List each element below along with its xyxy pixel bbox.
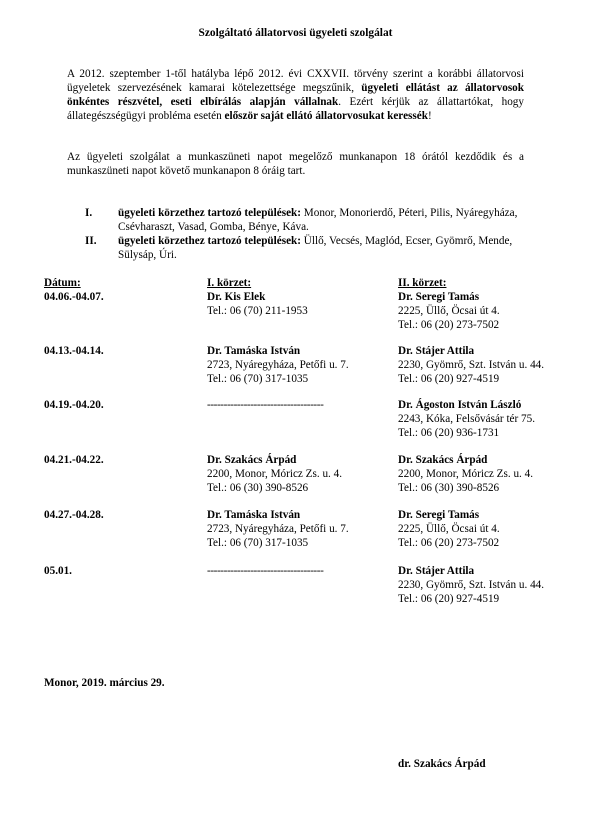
intro-text-2: . Ezért kérjük az állattartókat, hogy állategészségügyi probléma esetén: [67, 96, 524, 122]
district-list: [85, 206, 535, 262]
district-2-vet: [398, 453, 533, 495]
vet-address: 2230, Gyömrő, Szt. István u. 44.: [398, 579, 545, 591]
vet-phone: Tel.: 06 (30) 390-8526: [207, 482, 309, 494]
vet-address: 2243, Kóka, Felsővásár tér 75.: [398, 413, 536, 425]
district-number: II.: [85, 235, 97, 247]
district-1-vet: [207, 508, 349, 550]
district-1-vet: [207, 453, 342, 495]
district-1-vet: [207, 564, 323, 578]
intro-paragraph: [67, 67, 524, 123]
intro-bold-1: ügyeleti ellátást az állatorvosok önkéntes részvétel, eseti elbírálás alapján vállalnak: [67, 82, 524, 108]
vet-phone: Tel.: 06 (70) 317-1035: [207, 373, 309, 385]
vet-name: Dr. Stájer Attila: [398, 345, 475, 357]
district-item-2: [85, 234, 535, 262]
district-label: ügyeleti körzethez tartozó települések:: [118, 235, 301, 247]
district-number: I.: [85, 207, 93, 219]
district-2-vet: [398, 508, 500, 550]
district-towns: Monor, Monorierdő, Péteri, Pilis, Nyáregyháza, Csévharaszt, Vasad, Gomba, Bénye, Káva.: [118, 207, 518, 233]
vet-address: 2200, Monor, Móricz Zs. u. 4.: [207, 468, 343, 480]
empty-dash-line: -----------------------------------: [207, 399, 324, 411]
district-2-vet: [398, 344, 544, 386]
district-item-1: [85, 206, 535, 234]
vet-name: Dr. Szakács Árpád: [398, 454, 488, 466]
vet-address: 2200, Monor, Móricz Zs. u. 4.: [398, 468, 534, 480]
vet-phone: Tel.: 06 (20) 927-4519: [398, 373, 500, 385]
vet-address: 2225, Üllő, Öcsai út 4.: [398, 305, 500, 317]
intro-text-1: A 2012. szeptember 1-től hatályba lépő 2012. évi CXXVII. törvény szerint a korábbi állatorvosi ügyeletek szervezésének kamarai kötelezettsége megszűnik,: [67, 68, 524, 94]
empty-dash-line: -----------------------------------: [207, 565, 324, 577]
district-2-vet: [398, 564, 544, 606]
place-and-date: Monor, 2019. március 29.: [44, 677, 165, 689]
vet-phone: Tel.: 06 (20) 273-7502: [398, 319, 500, 331]
vet-name: Dr. Seregi Tamás: [398, 291, 480, 303]
vet-address: 2723, Nyáregyháza, Petőfi u. 7.: [207, 359, 349, 371]
document-title: Szolgáltató állatorvosi ügyeleti szolgálat: [198, 27, 393, 39]
intro-bold-2: először saját ellátó állatorvosukat keressék: [224, 110, 428, 122]
district-2-vet: [398, 290, 500, 332]
row-date: 04.27.-04.28.: [44, 509, 104, 521]
vet-name: Dr. Seregi Tamás: [398, 509, 480, 521]
vet-address: 2723, Nyáregyháza, Petőfi u. 7.: [207, 523, 349, 535]
district-1-vet: [207, 344, 349, 386]
vet-name: Dr. Stájer Attila: [398, 565, 475, 577]
vet-phone: Tel.: 06 (30) 390-8526: [398, 482, 500, 494]
vet-name: Dr. Tamáska István: [207, 345, 301, 357]
vet-phone: Tel.: 06 (70) 211-1953: [207, 305, 308, 317]
district-towns: Üllő, Vecsés, Maglód, Ecser, Gyömrő, Mende, Sülysáp, Úri.: [118, 235, 513, 261]
row-date: 04.06.-04.07.: [44, 291, 104, 303]
vet-phone: Tel.: 06 (20) 273-7502: [398, 537, 500, 549]
vet-phone: Tel.: 06 (20) 936-1731: [398, 427, 500, 439]
row-date: 04.13.-04.14.: [44, 345, 104, 357]
vet-name: Dr. Szakács Árpád: [207, 454, 297, 466]
vet-address: 2225, Üllő, Öcsai út 4.: [398, 523, 500, 535]
district-2-vet: [398, 398, 535, 440]
row-date: 04.21.-04.22.: [44, 454, 104, 466]
header-date: Dátum:: [44, 277, 81, 289]
schedule-paragraph: Az ügyeleti szolgálat a munkaszüneti napot megelőző munkanapon 18 órától kezdődik és a munkaszüneti napot követő munkanapon 8 óráig tart.: [67, 151, 524, 177]
intro-text-3: !: [427, 110, 432, 122]
header-district-1: I. körzet:: [207, 277, 252, 289]
district-1-vet: [207, 290, 308, 318]
vet-phone: Tel.: 06 (70) 317-1035: [207, 537, 309, 549]
vet-name: Dr. Kis Elek: [207, 291, 266, 303]
district-1-vet: [207, 398, 323, 412]
header-district-2: II. körzet:: [398, 277, 447, 289]
row-date: 04.19.-04.20.: [44, 399, 104, 411]
signature-name: dr. Szakács Árpád: [398, 758, 486, 770]
row-date: 05.01.: [44, 565, 72, 577]
vet-name: Dr. Tamáska István: [207, 509, 301, 521]
vet-name: Dr. Ágoston István László: [398, 399, 522, 411]
vet-address: 2230, Gyömrő, Szt. István u. 44.: [398, 359, 545, 371]
district-label: ügyeleti körzethez tartozó települések:: [118, 207, 301, 219]
vet-phone: Tel.: 06 (20) 927-4519: [398, 593, 500, 605]
